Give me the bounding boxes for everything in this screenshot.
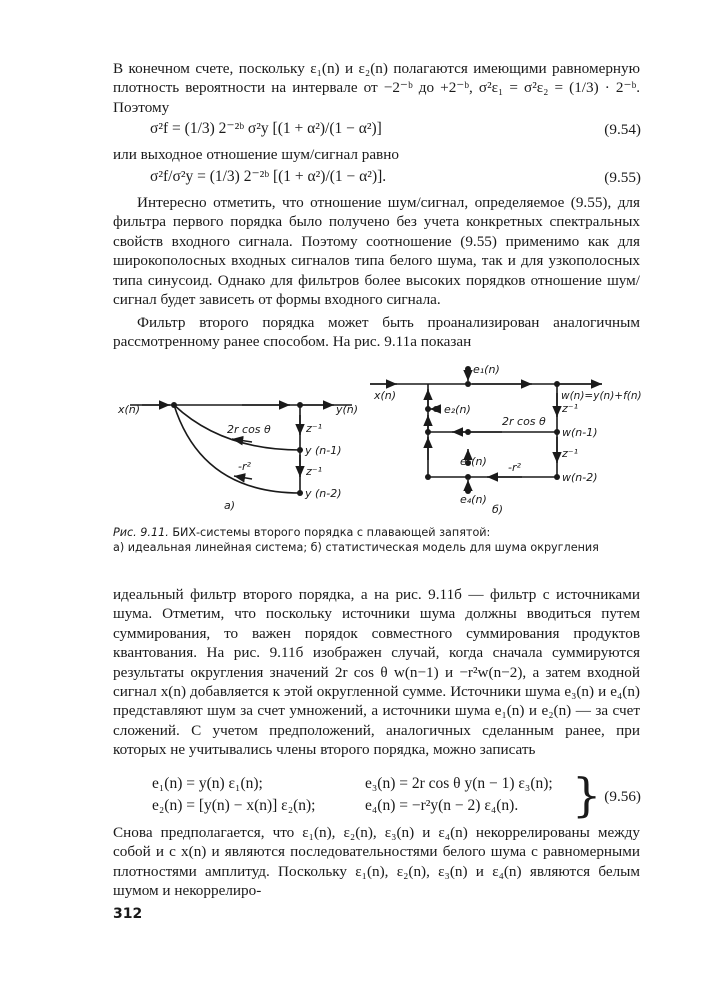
b-gain2-label: -r²	[508, 461, 521, 474]
paragraph-1: В конечном счете, поскольку ε₁(n) и ε₂(n) полагаются имеющими равномерную плотность вероятности на интервале от −2⁻ᵇ до +2⁻ᵇ, σ²ε₁ = σ²ε₂ = (1/3) · 2⁻ᵇ. Поэтому	[113, 60, 640, 116]
equation-9-54: σ²f = (1/3) 2⁻²ᵇ σ²y [(1 + α²)/(1 − α²)]	[150, 120, 382, 137]
figure-caption	[113, 525, 648, 555]
equation-9-56-number: (9.56)	[604, 788, 641, 805]
equation-9-56-d: e₄(n) = −r²y(n − 2) ε₄(n).	[365, 797, 519, 814]
b-node1-label: w(n-1)	[562, 426, 598, 439]
equation-9-56-b: e₃(n) = 2r cos θ y(n − 1) ε₃(n);	[365, 775, 553, 792]
a-gain1-label: 2r cos θ	[227, 423, 271, 436]
b-e3-label: e₃(n)	[460, 455, 487, 468]
equation-brace: }	[572, 768, 602, 822]
paragraph-4: Фильтр второго порядка может быть проанализирован аналогичным рассмотренному ранее способом. На рис. 9.11а показан	[113, 314, 640, 351]
b-panel-label: б)	[492, 503, 504, 516]
a-panel-label: а)	[224, 499, 236, 512]
b-delay2-label: z⁻¹	[562, 447, 578, 460]
caption-title: БИХ-системы второго порядка с плавающей запятой:	[172, 526, 491, 539]
a-input-label: x(n)	[118, 403, 141, 416]
b-e1-label: e₁(n)	[473, 363, 500, 376]
equation-9-56-a: e₁(n) = y(n) ε₁(n);	[152, 775, 263, 792]
equation-9-55-number: (9.55)	[604, 169, 641, 186]
b-node2-label: w(n-2)	[562, 471, 598, 484]
b-input-label: x(n)	[374, 389, 397, 402]
b-e4-label: e₄(n)	[460, 493, 487, 506]
equation-9-55: σ²f/σ²y = (1/3) 2⁻²ᵇ [(1 + α²)/(1 − α²)].	[150, 168, 387, 185]
paragraph-2: или выходное отношение шум/сигнал равно	[113, 146, 399, 163]
caption-lead: Рис. 9.11.	[113, 526, 169, 539]
equation-9-56-c: e₂(n) = [y(n) − x(n)] ε₂(n);	[152, 797, 316, 814]
figure-9-11-diagram	[112, 363, 642, 523]
b-delay1-label: z⁻¹	[562, 402, 578, 415]
page-number: 312	[113, 906, 143, 922]
b-gain1-label: 2r cos θ	[502, 415, 546, 428]
caption-line-2: а) идеальная линейная система; б) статистическая модель для шума округления	[113, 541, 599, 554]
paragraph-6: Снова предполагается, что ε₁(n), ε₂(n), ε₃(n) и ε₄(n) некоррелированы между собой и с x(n) и являются последовательностями белого шума с равномерными плотностями амплитуд. Поскольку ε₁(n), ε₂(n), ε₃(n) и ε₄(n) являются белым шумом и некоррелиро-	[113, 824, 640, 900]
a-node1-label: y (n-1)	[305, 444, 342, 457]
b-e2-label: e₂(n)	[444, 403, 471, 416]
b-output-label: w(n)=y(n)+f(n)	[561, 390, 642, 402]
equation-9-54-number: (9.54)	[604, 121, 641, 138]
paragraph-5: идеальный фильтр второго порядка, а на рис. 9.11б — фильтр с источниками шума. Отметим, что поскольку источники шума должны вводиться путем суммирования, то важен порядок совместного суммирования продуктов квантования. На рис. 9.11б изображен случай, когда сначала суммируются результаты округления значений 2r cos θ w(n−1) и −r²w(n−2), а затем входной сигнал x(n) добавляется к этой округленной сумме. Источники шума e₃(n) и e₄(n) представляют шум за счет умножений, а источники шума e₁(n) и e₂(n) — за счет сложений. С учетом предположений, аналогичных сделанным ранее, при которых не учитывались члены второго порядка, можно записать	[113, 586, 640, 759]
a-delay2-label: z⁻¹	[306, 465, 322, 478]
a-node2-label: y (n-2)	[305, 487, 342, 500]
figure-9-11	[112, 363, 642, 523]
paragraph-3: Интересно отметить, что отношение шум/сигнал, определяемое (9.55), для фильтра первого порядка было получено без учета конкретных спектральных свойств входного сигнала. Поэтому соотношение (9.55) применимо как для широкополосных входных сигналов типа белого шума, так и для узкополосных типа синусоид. Однако для фильтров более высоких порядков отношение шум/сигнал будет зависеть от формы входного сигнала.	[113, 194, 640, 309]
a-output-label: y(n)	[336, 403, 359, 416]
a-delay1-label: z⁻¹	[306, 422, 322, 435]
a-gain2-label: -r²	[238, 460, 251, 473]
